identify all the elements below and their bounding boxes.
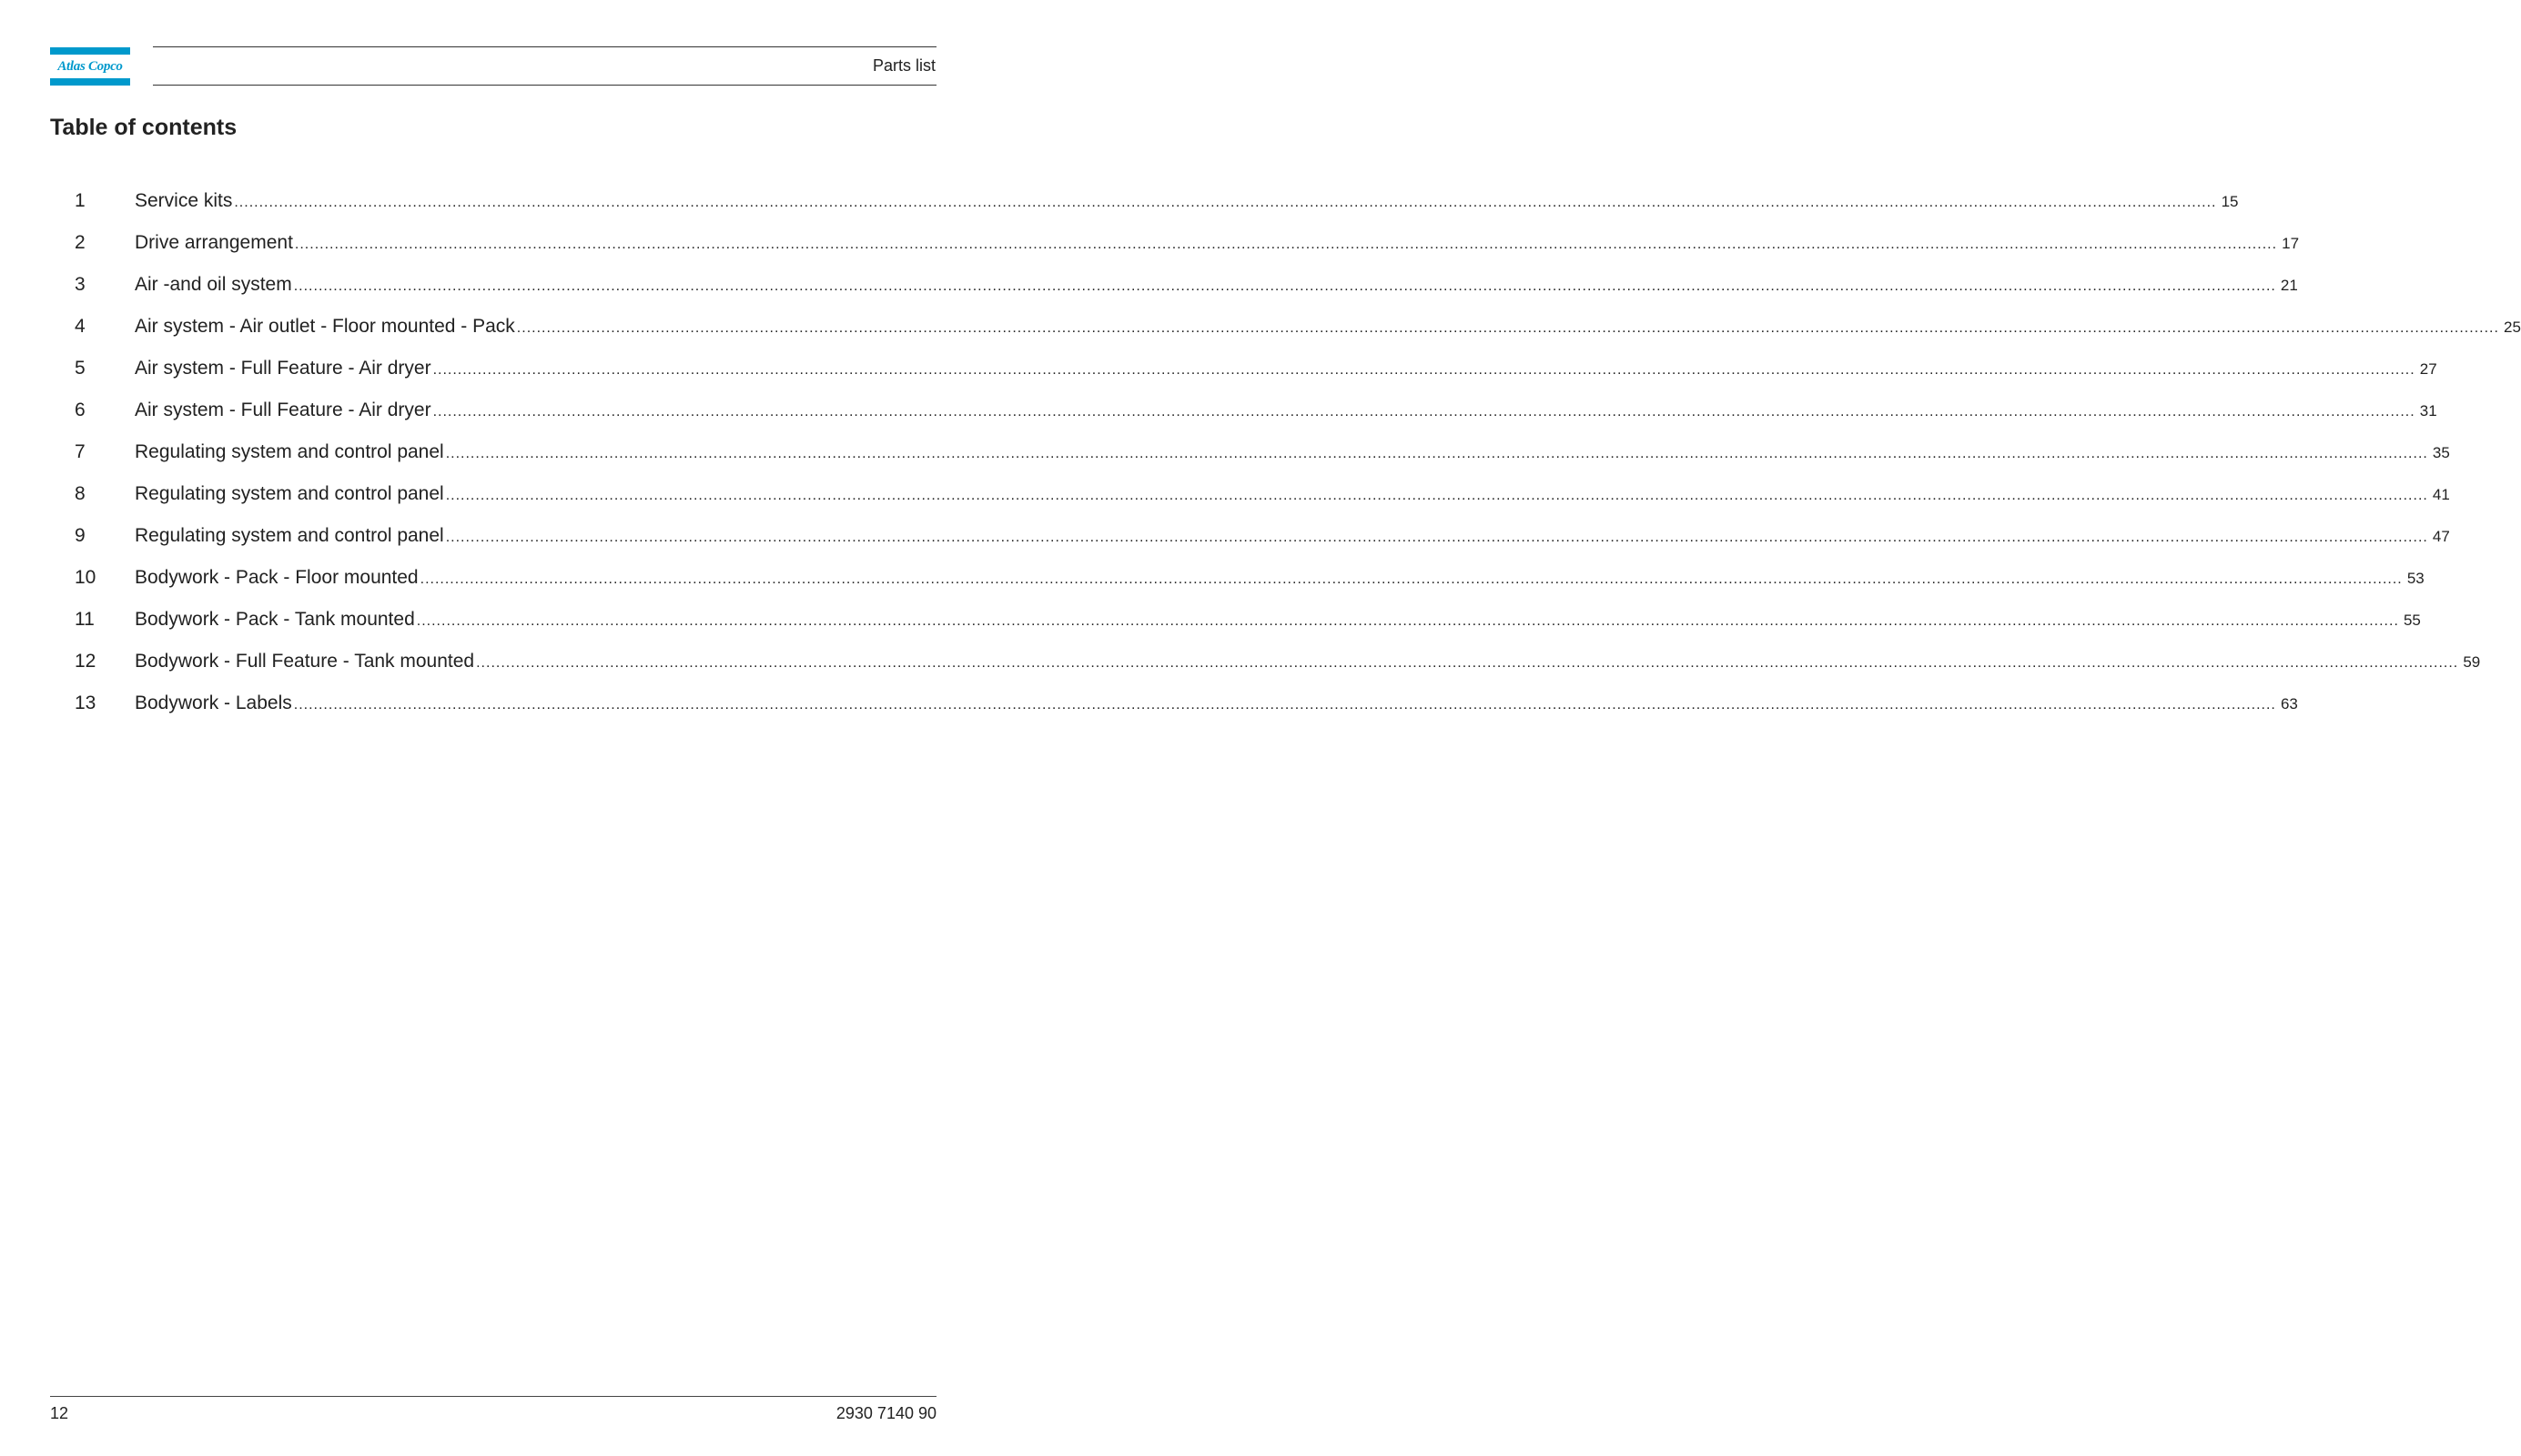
- toc-entry-page: 35: [2432, 444, 2450, 461]
- toc-entry-page: 55: [2403, 612, 2421, 629]
- toc-entry[interactable]: [75, 399, 2437, 441]
- toc-entry-number: 12: [75, 651, 96, 672]
- toc-dot-leader: ................................................................................................................................................................................................................................................................................................................................................................................................................: [293, 697, 2276, 713]
- toc-entry-number: 10: [75, 567, 96, 588]
- toc-entry-title: Bodywork - Labels: [135, 693, 292, 713]
- toc-entry-number: 5: [75, 358, 86, 379]
- logo-bottom-bar: [50, 78, 130, 86]
- toc-entry[interactable]: [75, 274, 2298, 316]
- header-top-rule: [153, 46, 937, 47]
- toc-entry[interactable]: [75, 525, 2450, 567]
- toc-dot-leader: ................................................................................................................................................................................................................................................................................................................................................................................................................: [445, 488, 2428, 503]
- toc-dot-leader: ................................................................................................................................................................................................................................................................................................................................................................................................................: [516, 320, 2499, 336]
- toc-entry-page: 15: [2221, 193, 2239, 210]
- atlas-copco-logo: [50, 47, 130, 86]
- toc-entry-title: Air -and oil system: [135, 274, 292, 295]
- toc-entry[interactable]: [75, 316, 2521, 358]
- toc-entry-page: 63: [2280, 695, 2298, 713]
- toc-entry-title: Bodywork - Pack - Tank mounted: [135, 609, 415, 630]
- toc-entry-number: 8: [75, 483, 86, 504]
- toc-dot-leader: ................................................................................................................................................................................................................................................................................................................................................................................................................: [294, 237, 2278, 252]
- table-of-contents: [75, 190, 2521, 734]
- toc-entry-title: Service kits: [135, 190, 233, 211]
- header-section-label: Parts list: [872, 56, 936, 75]
- toc-entry-title: Regulating system and control panel: [135, 525, 444, 546]
- toc-entry-title: Air system - Air outlet - Floor mounted - Pack: [135, 316, 515, 337]
- toc-entry-number: 9: [75, 525, 86, 546]
- toc-entry-title: Bodywork - Full Feature - Tank mounted: [135, 651, 475, 672]
- toc-entry-title: Regulating system and control panel: [135, 441, 444, 462]
- toc-dot-leader: ................................................................................................................................................................................................................................................................................................................................................................................................................: [445, 530, 2428, 545]
- toc-dot-leader: ................................................................................................................................................................................................................................................................................................................................................................................................................: [293, 278, 2276, 294]
- toc-dot-leader: ................................................................................................................................................................................................................................................................................................................................................................................................................: [416, 613, 2399, 629]
- toc-entry-number: 6: [75, 399, 86, 420]
- toc-entry-page: 47: [2432, 528, 2450, 545]
- toc-dot-leader: ................................................................................................................................................................................................................................................................................................................................................................................................................: [432, 404, 2415, 420]
- toc-entry-title: Bodywork - Pack - Floor mounted: [135, 567, 419, 588]
- toc-entry[interactable]: [75, 483, 2450, 525]
- toc-dot-leader: ................................................................................................................................................................................................................................................................................................................................................................................................................: [432, 362, 2415, 378]
- toc-entry-title: Air system - Full Feature - Air dryer: [135, 358, 431, 379]
- toc-entry-title: Regulating system and control panel: [135, 483, 444, 504]
- header-bottom-rule: [153, 85, 937, 86]
- toc-entry-number: 13: [75, 693, 96, 713]
- toc-entry-number: 1: [75, 190, 86, 211]
- toc-dot-leader: ................................................................................................................................................................................................................................................................................................................................................................................................................: [476, 655, 2459, 671]
- toc-entry-number: 7: [75, 441, 86, 462]
- toc-entry-page: 53: [2406, 570, 2425, 587]
- footer-page-number: 12: [50, 1404, 69, 1422]
- logo-wordmark: Atlas Copco: [57, 59, 123, 74]
- toc-entry[interactable]: [75, 232, 2300, 274]
- logo-top-bar: [50, 47, 130, 55]
- toc-entry-page: 25: [2504, 318, 2521, 336]
- toc-entry[interactable]: [75, 693, 2298, 734]
- toc-entry-page: 31: [2419, 402, 2437, 420]
- toc-entry-page: 21: [2280, 277, 2298, 294]
- toc-dot-leader: ................................................................................................................................................................................................................................................................................................................................................................................................................: [234, 195, 2217, 210]
- footer-document-number: 2930 7140 90: [835, 1404, 937, 1422]
- toc-entry[interactable]: [75, 609, 2421, 651]
- page-title: Table of contents: [50, 115, 238, 140]
- toc-entry[interactable]: [75, 358, 2437, 399]
- toc-entry-title: Air system - Full Feature - Air dryer: [135, 399, 431, 420]
- toc-entry-page: 17: [2282, 235, 2300, 252]
- toc-dot-leader: ................................................................................................................................................................................................................................................................................................................................................................................................................: [445, 446, 2428, 461]
- toc-entry-number: 2: [75, 232, 86, 253]
- toc-entry-number: 3: [75, 274, 86, 295]
- toc-dot-leader: ................................................................................................................................................................................................................................................................................................................................................................................................................: [420, 571, 2403, 587]
- toc-entry-number: 4: [75, 316, 86, 337]
- footer-rule: [50, 1396, 937, 1397]
- toc-entry[interactable]: [75, 190, 2239, 232]
- toc-entry-number: 11: [75, 609, 95, 630]
- toc-entry[interactable]: [75, 651, 2481, 693]
- toc-entry[interactable]: [75, 441, 2450, 483]
- toc-entry-page: 27: [2419, 360, 2437, 378]
- toc-entry-page: 41: [2432, 486, 2450, 503]
- toc-entry-page: 59: [2463, 653, 2481, 671]
- toc-entry-title: Drive arrangement: [135, 232, 293, 253]
- toc-entry[interactable]: [75, 567, 2425, 609]
